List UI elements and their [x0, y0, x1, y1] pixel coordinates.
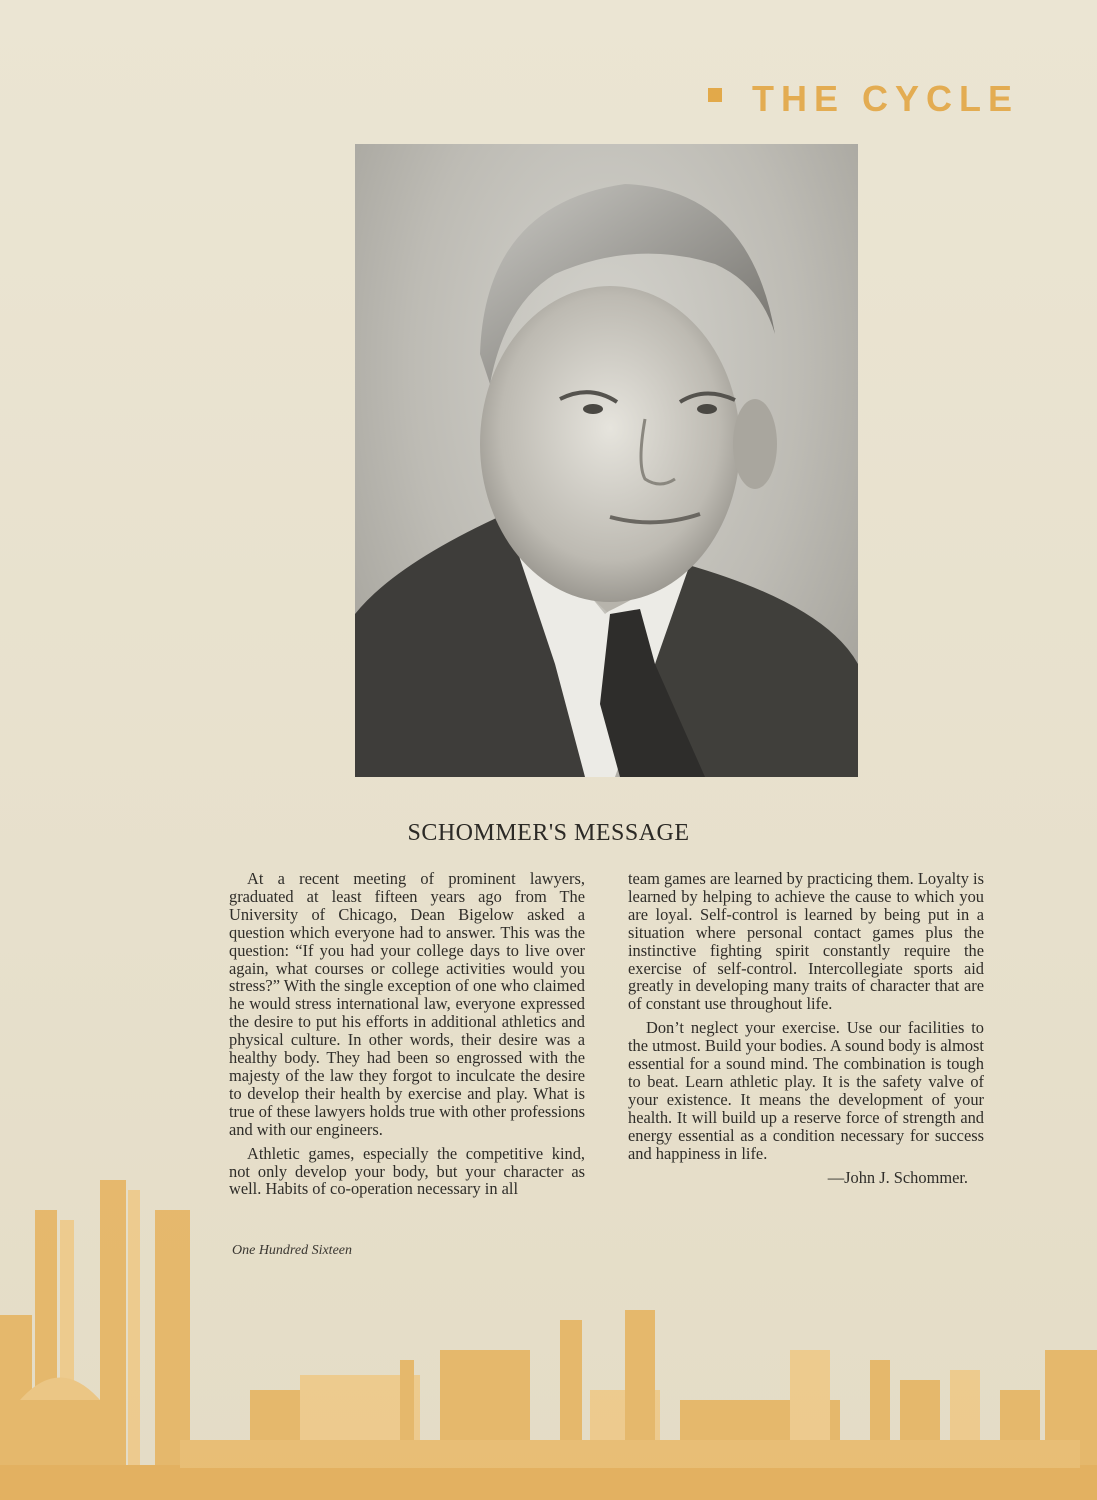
header-square-ornament	[708, 88, 722, 102]
article-heading: SCHOMMER'S MESSAGE	[407, 820, 690, 846]
page-number-label: One Hundred Sixteen	[232, 1243, 352, 1258]
skyline-illustration	[0, 1150, 1097, 1500]
running-header	[700, 78, 1020, 119]
portrait-photo	[355, 144, 858, 777]
paragraph: team games are learned by practicing them. Loyalty is learned by helping to achieve the cause to which you are loyal. Self-control is learned by being put in a situation where personal contact games plus the instinctive fighting spirit constantly require the exercise of self-control. Intercollegiate sports aid greatly in developing many traits of character that are of constant use throughout life.	[628, 869, 984, 1014]
author-signature: —John J. Schommer.	[827, 1167, 968, 1187]
paragraph: Athletic games, especially the competitive kind, not only develop your body, but your character as well. Habits of co-operation necessary in all	[229, 1143, 585, 1199]
paragraph: Don’t neglect your exercise. Use our facilities to the utmost. Build your bodies. A sound body is almost essential for a sound mind. The combination is tough to beat. Learn athletic play. It is the safety valve of your existence. It means the development of your health. It will build up a reserve force of strength and energy essential as a condition necessary for success and happiness in life.	[628, 1018, 984, 1163]
article-right-column	[628, 870, 984, 1186]
paragraph: At a recent meeting of prominent lawyers, graduated at least fifteen years ago from The University of Chicago, Dean Bigelow asked a question which everyone had to answer. This was the question: “If you had your college days to live over again, what courses or college activities would you stress?” With the single exception of one who claimed he would stress international law, everyone expressed the desire to put his efforts in additional athletics and physical culture. In other words, their desire was a healthy body. They had been so engrossed with the majesty of the law they forgot to inculcate the desire to develop their health by exercise and play. What is true of these lawyers holds true with other professions and with our engineers.	[229, 869, 585, 1139]
header-title: THE CYCLE	[752, 78, 1020, 119]
